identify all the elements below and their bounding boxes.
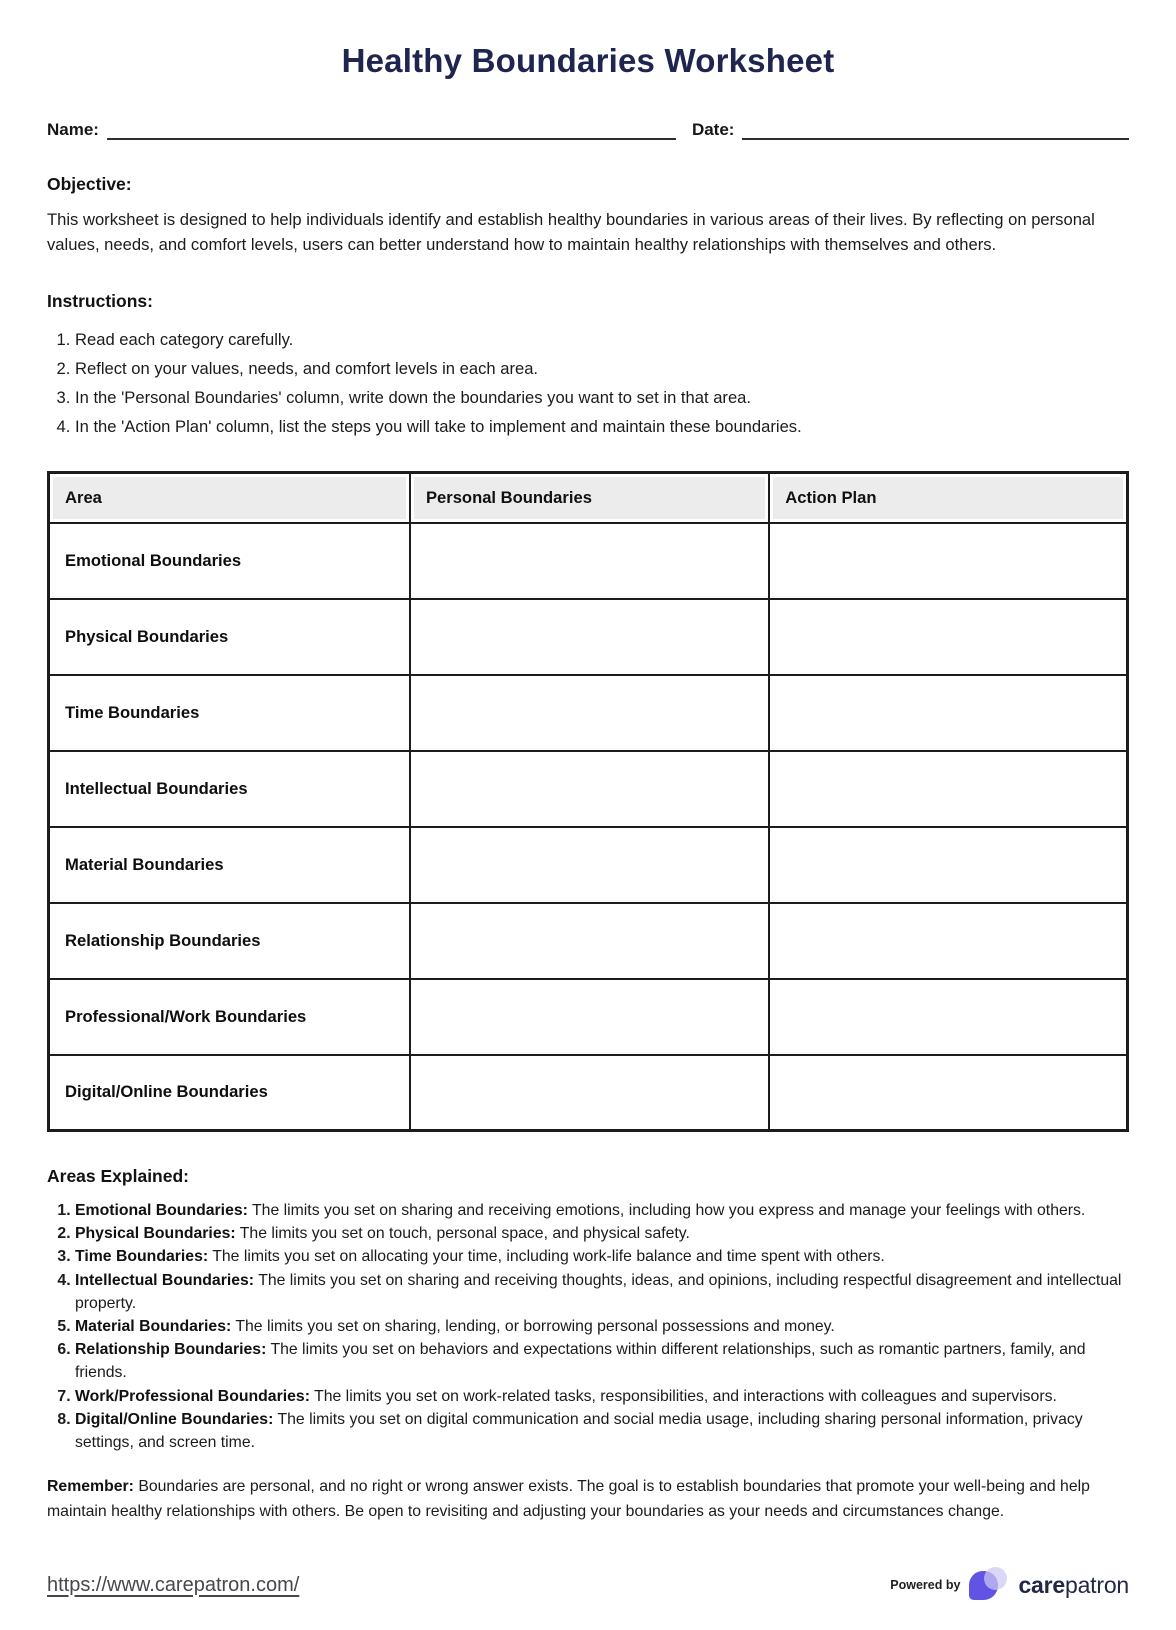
action-plan-cell[interactable] [769, 599, 1127, 675]
area-description: The limits you set on allocating your time, including work-life balance and time spent with others. [212, 1248, 885, 1266]
personal-boundaries-cell[interactable] [410, 1055, 769, 1131]
table-row [49, 1055, 1128, 1131]
action-plan-cell[interactable] [769, 675, 1127, 751]
action-plan-cell[interactable] [769, 1055, 1127, 1131]
remember-label: Remember: [47, 1478, 134, 1496]
table-row [49, 675, 1128, 751]
area-explained-item [75, 1269, 1129, 1315]
brand-care: care [1018, 1571, 1065, 1598]
name-input-line[interactable] [107, 120, 676, 140]
carepatron-logo-icon [969, 1566, 1009, 1604]
area-explained-item [75, 1199, 1129, 1222]
area-term: Intellectual Boundaries: [75, 1271, 255, 1289]
area-label-emotional: Emotional Boundaries [49, 523, 410, 599]
area-term: Emotional Boundaries: [75, 1202, 248, 1219]
action-plan-cell[interactable] [769, 523, 1127, 599]
table-row [49, 903, 1128, 979]
personal-boundaries-cell[interactable] [410, 827, 769, 903]
table-row [49, 827, 1128, 903]
objective-text: This worksheet is designed to help individuals identify and establish healthy boundaries in various areas of their lives. By reflecting on personal values, needs, and comfort levels, users can better understand how to maintain healthy relationships with themselves and others. [47, 210, 1095, 254]
instruction-item: 3. In the 'Personal Boundaries' column, write down the boundaries you want to set in that area. [75, 383, 1129, 412]
area-description: The limits you set on digital communication and social media usage, including sharing personal information, privacy settings, and screen time. [75, 1410, 1083, 1452]
table-row [49, 751, 1128, 827]
area-description: The limits you set on sharing and receiving thoughts, ideas, and opinions, including respectful disagreement and intellectual property. [75, 1271, 1122, 1312]
action-plan-cell[interactable] [769, 751, 1127, 827]
area-explained-item [75, 1385, 1129, 1408]
personal-boundaries-cell[interactable] [410, 979, 769, 1055]
name-date-row [47, 120, 1129, 140]
area-label-material: Material Boundaries [49, 827, 410, 903]
column-header-area: Area [49, 473, 410, 523]
area-explained-item [75, 1408, 1129, 1454]
area-label-time: Time Boundaries [49, 675, 410, 751]
areas-explained-list [47, 1199, 1129, 1454]
area-explained-item [75, 1245, 1129, 1268]
powered-by-group [890, 1566, 1129, 1604]
carepatron-wordmark [1018, 1572, 1129, 1599]
area-term: Physical Boundaries: [75, 1225, 236, 1243]
area-explained-item [75, 1222, 1129, 1245]
brand-patron: patron [1064, 1571, 1129, 1598]
footer [47, 1566, 1129, 1604]
objective-heading: Objective: [47, 174, 132, 194]
personal-boundaries-cell[interactable] [410, 599, 769, 675]
personal-boundaries-cell[interactable] [410, 523, 769, 599]
action-plan-cell[interactable] [769, 827, 1127, 903]
instructions-list [47, 325, 1129, 441]
area-term: Material Boundaries: [75, 1318, 232, 1336]
date-input-line[interactable] [742, 120, 1129, 140]
column-header-action-plan: Action Plan [769, 473, 1127, 523]
area-description: The limits you set on behaviors and expectations within different relationships, such as romantic partners, family, and friends. [75, 1341, 1086, 1382]
area-label-relationship: Relationship Boundaries [49, 903, 410, 979]
area-explained-item [75, 1315, 1129, 1338]
action-plan-cell[interactable] [769, 903, 1127, 979]
personal-boundaries-cell[interactable] [410, 751, 769, 827]
instruction-item: 2. Reflect on your values, needs, and comfort levels in each area. [75, 354, 1129, 383]
area-description: The limits you set on sharing, lending, or borrowing personal possessions and money. [235, 1318, 835, 1336]
table-row [49, 599, 1128, 675]
area-description: The limits you set on work-related tasks, responsibilities, and interactions with colleagues and supervisors. [314, 1387, 1057, 1405]
page-title: Healthy Boundaries Worksheet [341, 42, 835, 79]
area-label-physical: Physical Boundaries [49, 599, 410, 675]
column-header-personal-boundaries: Personal Boundaries [410, 473, 769, 523]
table-row [49, 523, 1128, 599]
personal-boundaries-cell[interactable] [410, 903, 769, 979]
area-explained-item [75, 1338, 1129, 1384]
action-plan-cell[interactable] [769, 979, 1127, 1055]
areas-explained-heading: Areas Explained: [47, 1166, 189, 1186]
table-row [49, 979, 1128, 1055]
remember-text: Boundaries are personal, and no right or wrong answer exists. The goal is to establish boundaries that promote your well-being and help maintain healthy relationships with others. Be open to revisiting and adjusting your boundaries as your needs and circumstances change. [47, 1478, 1090, 1521]
instruction-item: 1. Read each category carefully. [75, 325, 1129, 354]
area-term: Digital/Online Boundaries: [75, 1410, 274, 1428]
name-field [47, 120, 676, 140]
name-label: Name: [47, 120, 99, 139]
area-label-professional-work: Professional/Work Boundaries [49, 979, 410, 1055]
boundaries-table [47, 471, 1129, 1132]
remember-note [47, 1474, 1129, 1524]
area-label-intellectual: Intellectual Boundaries [49, 751, 410, 827]
date-field [692, 120, 1129, 140]
instructions-heading: Instructions: [47, 291, 153, 311]
area-term: Relationship Boundaries: [75, 1341, 267, 1359]
area-term: Time Boundaries: [75, 1248, 209, 1266]
area-label-digital-online: Digital/Online Boundaries [49, 1055, 410, 1131]
area-description: The limits you set on sharing and receiving emotions, including how you express and manage your feelings with others. [252, 1202, 1086, 1219]
table-header-row [49, 473, 1128, 523]
date-label: Date: [691, 120, 735, 139]
logo-circle-shape [984, 1567, 1007, 1590]
website-link[interactable]: https://www.carepatron.com/ [47, 1573, 300, 1596]
powered-by-label: Powered by [890, 1578, 961, 1592]
personal-boundaries-cell[interactable] [410, 675, 769, 751]
instruction-item: 4. In the 'Action Plan' column, list the steps you will take to implement and maintain these boundaries. [75, 412, 1129, 441]
area-term: Work/Professional Boundaries: [75, 1387, 310, 1405]
area-description: The limits you set on touch, personal space, and physical safety. [239, 1225, 690, 1243]
